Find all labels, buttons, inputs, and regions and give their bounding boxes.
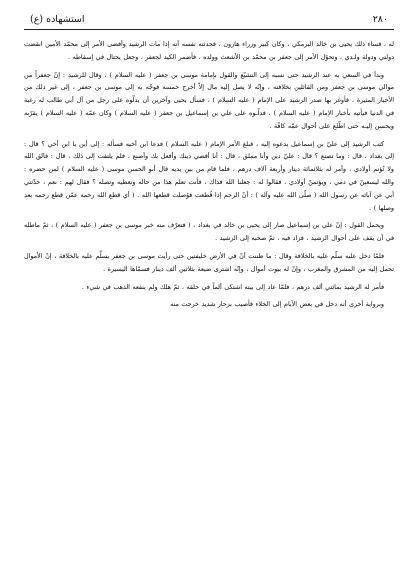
page-number: ٢٨٠ xyxy=(372,14,388,25)
header-divider xyxy=(24,29,394,30)
paragraph: فلمّا دخل عليه سلّم عليه بالخلافة وقال : ما ظننت أنّ في الأرض خليفتين حتى رأيت موسى بن جعفر يسلَّم عليه بالخلافة ، إنّ الأموال تحمل إليه من المشرق والمغرب ، وإنّ له بيوت أموال ، وإنّه اشترى ضيعة بثلاثين ألف دينار فسمّاها اليسيرة . xyxy=(24,252,394,273)
paragraph: وبرواية أخرى أنه دخل في بعض الأيام إلى الخلاء فأصيب بزحار شديد خرجت منه xyxy=(170,301,384,309)
body-text xyxy=(24,39,394,312)
running-header xyxy=(24,14,394,29)
paragraph: فأمر له الرشيد بمائتي ألف درهم ، فلمّا عاد إلى بيته اشتكى ألماً في حلقه ، ثمّ هلك ولم ينفعه الذهب في شيء . xyxy=(81,283,384,291)
paragraph: له ، فساء ذلك يحيى بن خالد البرمكي ، وكان كبير وزراء هارون ، فحدثته نفسه أنه إذا مات الرشيد وأفضى الأمر إلى محمّد الأمين انقضت دولتي ودولة ولـدي ، وتحوّل الأمر إلى جعفر بن محمّد بن الأشعث وولده ، فأضمر الكيد لجعفر ، وجعل يحتال في إسقاطه . xyxy=(24,41,394,61)
paragraph: وبدأ في السعي به عند الرشيد حتى نسبه إلى التشيّع والقول بإمامة موسى بن جعفر ( عليه السلام ) ، وقال للرشيد : إنّ جعفراً من موالي موسى بن جعفر ومن القائلين بخلافته ، وإنّه لا يصل إليه مال إلاّ أخرج خمسه فوجّه به إلى موسى بن جعفر ، إلى غير ذلك من الأخبار المثيرة ، فأوغر بها صدر الرشيد على الإمام ( عليه السلام ) ، فسأل يحيى وآخرين أن يدلّوه على رجل من آل أبي طالب له رغبة في الدنيا فيأتيه بأخبار الإمام ( عليه السلام ) ، فدلّـوه على علي بن إسماعيل بن جعفر ( عليه السلام ) وكان عمّه ( عليه السلام ) يقرّبه ويحسن إليـه حتى اطّلع على أحوال عمّه كافّة . xyxy=(24,71,394,130)
paragraph: كتب الرشيد إلى عليّ بن إسماعيل يدعوه إليه ، فبلغ الأمر الإمام ( عليه السلام ) فدعا ابن أخيه فسأله : إلى أين يا ابن أخي ؟ قال : إلى بغداد ، قال : وما تصنع ؟ قال : عليّ دين وأنا مملق ، قال : أنا أقضي دينك وأفعل بك وأصنع ، فلم يلتفت إلى ذلك ، قال : فاتّق الله ولا تُؤتم أولادي ، وأمر له بثلاثمائة دينار وأربعة آلاف درهم ، فلما قام من بين يديه قال أبو الحسن موسى ( عليه السلام ) لمن حضره : والله ليسعينّ في دمي ، ويؤتمنّ أولادي ، فقالوا له : جعلنا الله فداك ، فأنت تعلم هذا من حاله وتعطيه وتصله ؟ فقال لهم : نعم ، حدّثني أبي عن آبائه عن رسول الله ( صلّى الله عليه وآله ) : أنّ الرحم إذا قُطعت فوُصلت قطعها الله . ( أي قطع الله رحمه عمّن قطع رحمه بعد وصلها ) . xyxy=(24,140,394,212)
running-title: استشهاده (ع) xyxy=(30,14,85,25)
paragraph: ويحمل القول : إنّ علي بن إسماعيل صار إلى يحيى بن خالد في بغداد ، ( فتعرّف منه خبر موسى بن جعفر ( عليه السلام ) ، ثمّ ماطله في أن يقف على أحوال الرشيد ، فزاد فيه ، ثمّ صحبه إلى الرشيد . xyxy=(24,222,394,243)
